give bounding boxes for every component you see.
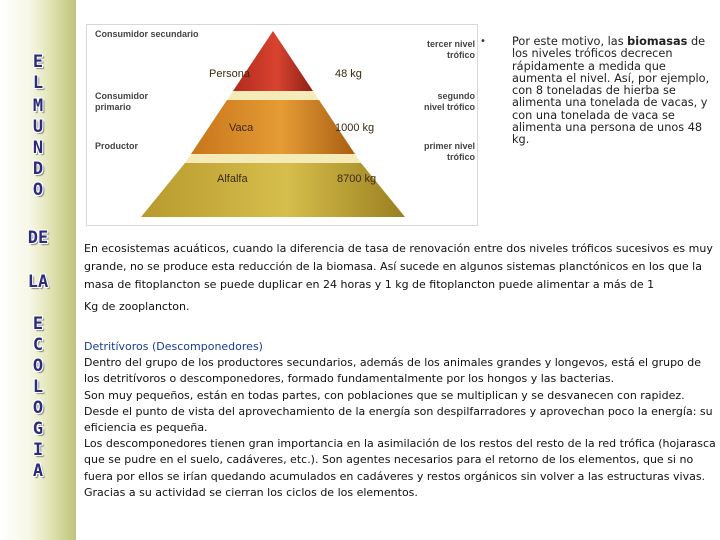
label-consumidor-primario: Consumidor primario — [95, 91, 148, 112]
detritivores-section — [84, 339, 716, 501]
sidebar-word-de — [18, 228, 58, 249]
letter: A — [38, 272, 49, 292]
biomass-paragraph — [512, 36, 717, 147]
letter: D — [27, 228, 38, 248]
pyramid-top-level — [233, 31, 313, 91]
letter: N — [32, 138, 44, 158]
sidebar-word-el — [18, 52, 58, 94]
letter: L — [32, 377, 44, 397]
letter: E — [32, 52, 44, 72]
section-heading: Detritívoros (Descomponedores) — [84, 340, 263, 353]
weight-vaca: 1000 kg — [335, 122, 375, 134]
aquatic-paragraph — [84, 240, 716, 316]
letter: D — [32, 159, 44, 179]
section-line: Desde el punto de vista del aprovechamiento de la energía son despilfarradores y aprovechan poco la energía: su eficiencia es pequeña. — [84, 404, 713, 435]
organism-vaca: Vaca — [229, 122, 254, 134]
para-bold-term: biomasas — [627, 35, 688, 48]
para-text: Por este motivo, las — [512, 35, 628, 48]
letter: G — [32, 419, 44, 439]
letter: L — [32, 73, 44, 93]
para-text: de los niveles tróficos decrecen rápidamente a medida que aumenta el nivel. Así, por ejemplo, con 8 toneladas de hierba se alimenta una tonelada de vacas, y con una tonelada de vaca se alimenta una persona de unos 48 kg. — [512, 35, 710, 147]
sidebar-word-mundo — [18, 96, 58, 201]
letter: E — [32, 314, 44, 334]
label-productor: Productor — [95, 141, 139, 151]
label-consumidor-secundario: Consumidor secundario — [95, 29, 199, 39]
letter: U — [32, 117, 44, 137]
paragraph-text: En ecosistemas acuáticos, cuando la diferencia de tasa de renovación entre dos niveles tróficos sucesivos es muy grande, no se produce esta reducción de la biomasa. Así sucede en algunos sistemas planctónicos en los que la masa de fitoplancton se puede duplicar en 24 horas y 1 kg de fitoplancton puede alimentar a más de 1 — [84, 242, 713, 291]
sidebar-word-la — [18, 272, 58, 293]
weight-alfalfa: 8700 kg — [337, 173, 377, 185]
letter: C — [32, 335, 44, 355]
sidebar-word-ecologia — [18, 314, 58, 482]
pyramid-bottom-level — [141, 163, 405, 217]
letter: A — [32, 461, 44, 481]
pyramid-middle-level — [191, 100, 355, 154]
letter: M — [32, 96, 44, 116]
label-tercer-nivel: tercer nivel trófico — [426, 39, 475, 60]
letter: I — [32, 440, 44, 460]
letter: O — [32, 180, 44, 200]
section-line: Son muy pequeños, están en todas partes, con poblaciones que se multiplican y se desvanecen con rapidez. — [84, 388, 685, 402]
section-line: Dentro del grupo de los productores secundarios, además de los animales grandes y longevos, está el grupo de los detritívoros o descomponedores, formado fundamentalmente por los hongos y las bacterias. — [84, 356, 702, 386]
trophic-pyramid-figure — [86, 24, 478, 226]
letter: O — [32, 398, 44, 418]
paragraph-text-end: Kg de zooplancton. — [84, 300, 190, 313]
label-primer-nivel: primer nivel trófico — [423, 141, 475, 162]
weight-persona: 48 kg — [335, 68, 362, 80]
letter: E — [38, 228, 49, 248]
bullet-marker: • — [480, 36, 486, 47]
section-line: Los descomponedores tienen gran importancia en la asimilación de los restos del resto de la red trófica (hojarasca que se pudre en el suelo, cadáveres, etc.). Son agentes necesarios para el retorno de los elementos, que si no fuera por ellos se irían quedando acumulados en cadáveres y restos orgánicos sin volver a las estructuras vivas. Gracias a su actividad se cierran los ciclos de los elementos. — [84, 437, 716, 499]
label-segundo-nivel: segundo nivel trófico — [423, 91, 475, 112]
organism-persona: Persona — [209, 68, 250, 80]
organism-alfalfa: Alfalfa — [217, 173, 248, 185]
letter: L — [27, 272, 38, 292]
sidebar-panel — [0, 0, 76, 540]
letter: O — [32, 356, 44, 376]
